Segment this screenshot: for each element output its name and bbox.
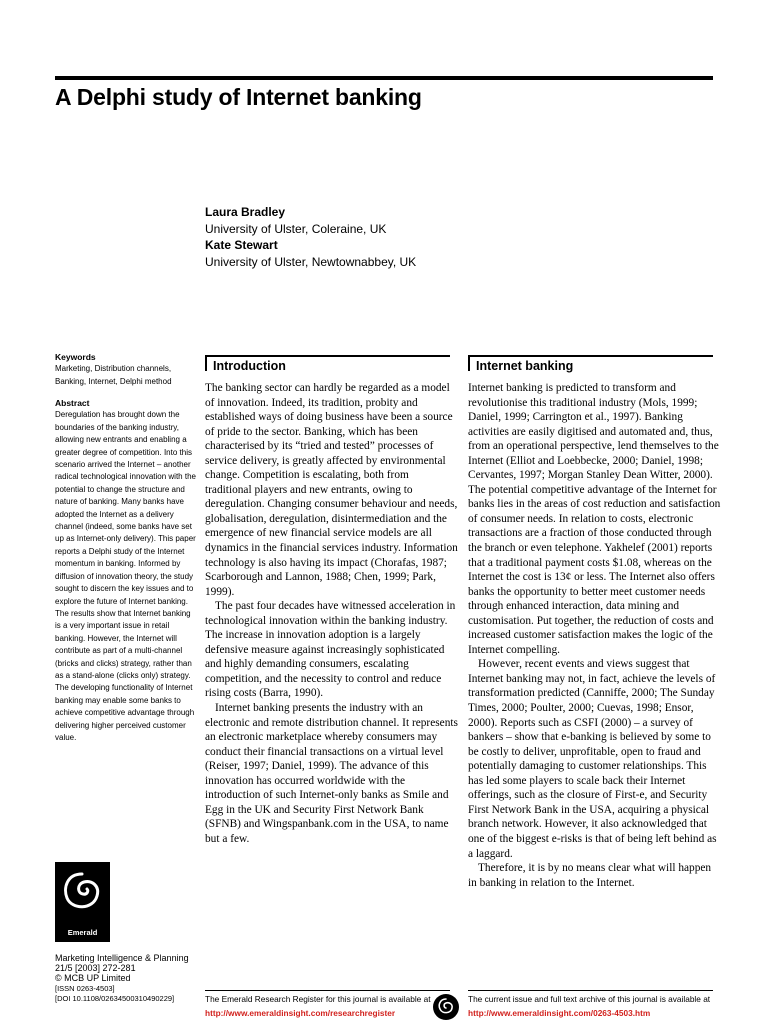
paragraph: The past four decades have witnessed acceleration in technological innovation within the banking industry. The increase in innovation adoption is a largely defensive measure against increasingly sophisticated and highly demanding consumers, escalating competition, and the necessity to control and reduce rising costs (Barra, 1990). [205, 600, 456, 700]
research-register-link[interactable]: http://www.emeraldinsight.com/researchregister [205, 1008, 396, 1018]
author-name: Kate Stewart [205, 238, 278, 252]
footer-rule [205, 990, 450, 991]
section-heading-introduction: Introduction [213, 359, 286, 373]
copyright: © MCB UP Limited [55, 973, 131, 984]
paper-title: A Delphi study of Internet banking [55, 84, 422, 110]
footer-right [468, 992, 710, 1020]
journal-name: Marketing Intelligence & Planning [55, 953, 189, 963]
logo-wordmark: Emerald [67, 928, 98, 937]
paragraph: However, recent events and views suggest that Internet banking may not, in fact, achieve the levels of transformation predicted (Canniffe, 2000; The Sunday Times, 2000; Poulter, 2000; Cuevas, 1998; Ensor, 2000). Reports such as CSFI (2000) – a survey of bankers – show that e-banking is believed by some to be costly to deliver, unprofitable, open to fraud and potentially damaging to customer relationships. This has led some players to scale back their Internet offerings, such as the closure of First-e, and Security First Network Bank in the USA, acquiring a physical branch network. However, it also acknowledged that one of the biggest e-risks is that of being left behind as a laggard. [468, 658, 717, 860]
internet-banking-body [468, 381, 721, 890]
author-name: Laura Bradley [205, 205, 286, 219]
footer-note: The Emerald Research Register for this journal is available at [205, 994, 431, 1004]
introduction-body [205, 381, 458, 847]
paragraph: Therefore, it is by no means clear what will happen in banking in relation to the Internet. [468, 862, 712, 889]
footer-left [205, 992, 431, 1020]
section-rule [468, 355, 713, 357]
journal-archive-link[interactable]: http://www.emeraldinsight.com/0263-4503.htm [468, 1008, 651, 1018]
abstract-text: Deregulation has brought down the boundaries of the banking industry, allowing new entrants and enabling a greater degree of competition. Into this scenario arrived the Internet – another radical technological innovation with the potential to change the structure and nature of banking. Many banks have adopted the Internet as a delivery channel (indeed, some banks have set up as Internet-only delivery). This paper reports a Delphi study of the Internet momentum in banking. Informed by diffusion of innovation theory, the study sought to discern the key issues and to explore the future of Internet banking. The results show that Internet banking is a very important issue in retail banking. However, the Internet will contribute as part of a multi-channel (bricks and clicks) strategy, rather than as a stand-alone (clicks only) strategy. The developing functionality of Internet banking may enable some banks to achieve competitive advantage through delivering higher perceived customer value. [55, 410, 196, 742]
footer-note: The current issue and full text archive of this journal is available at [468, 994, 711, 1004]
author-affiliation: University of Ulster, Coleraine, UK [205, 221, 387, 236]
footer-rule [468, 990, 713, 991]
section-tick [205, 357, 207, 371]
paragraph: The banking sector can hardly be regarded as a model of innovation. Indeed, its tradition, probity and established ways of doing business have been a source of pride to the sector. Banking, which has been characterised by its “tried and tested” processes of service delivery, is greatly affected by environmental change. Competition is escalating, both from traditional players and new entrants, owing to deregulation. Changing consumer behaviour and needs, globalisation, deregulation, disintermediation and the emergence of new financial service models are all dynamics in the financial services industry. Information technology is also having its impact (Chorafas, 1987; Scarborough and Lannon, 1988; Chen, 1999; Park, 1999). [205, 382, 458, 598]
title-rule [55, 76, 713, 80]
section-rule [205, 355, 450, 357]
keywords-text: Marketing, Distribution channels, Banking, Internet, Delphi method [55, 364, 172, 386]
section-heading-internet-banking: Internet banking [476, 359, 574, 373]
author-block [205, 204, 416, 270]
paragraph: Internet banking presents the industry with an electronic and remote distribution channel. It represents an electronic marketplace whereby consumers may conduct their financial transactions on a virtual level (Reiser, 1997; Daniel, 1999). The advance of this innovation has occurred worldwide with the introduction of such Internet-only banks as Smile and Egg in the UK and Security First Network Bank (SFNB) and Wingspanbank.com in the USA, to name but a few. [205, 702, 458, 845]
keywords-heading: Keywords [55, 352, 96, 362]
keywords-block [55, 351, 197, 388]
doi: [DOI 10.1108/02634500310490229] [55, 993, 175, 1003]
journal-volume: 21/5 [2003] 272-281 [55, 963, 136, 974]
paragraph: Internet banking is predicted to transform and revolutionise this traditional industry (Mols, 1999; Daniel, 1999; Carrington et al., 1997). Banking activities are easily digitised and automated and, thus, from an operational perspective, lend themselves to the Internet (Elliot and Loebbecke, 2000; Daniel, 1998; Cervantes, 1997; Morgan Stanley Dean Witter, 2000). The potential competitive advantage of the Internet for banks lies in the areas of cost reduction and satisfaction of consumer needs. In relation to costs, electronic transactions are a fraction of those conducted through the branch or even telephone. Yakhelef (2001) reports that a traditional payment costs $1.08, whereas on the Internet the cost is 13¢ or less. The Internet also offers banks the opportunity to better meet customer needs through enhanced interaction, data mining and customisation. Put together, the reduction of costs and increased customer satisfaction makes the logic of the Internet compelling. [468, 382, 721, 656]
journal-meta [55, 953, 205, 1004]
section-tick [468, 357, 470, 371]
emerald-ornament-icon [433, 994, 459, 1020]
issn: [ISSN 0263-4503] [55, 983, 115, 993]
abstract-block [55, 397, 197, 744]
abstract-heading: Abstract [55, 398, 90, 408]
author-affiliation: University of Ulster, Newtownabbey, UK [205, 254, 417, 269]
